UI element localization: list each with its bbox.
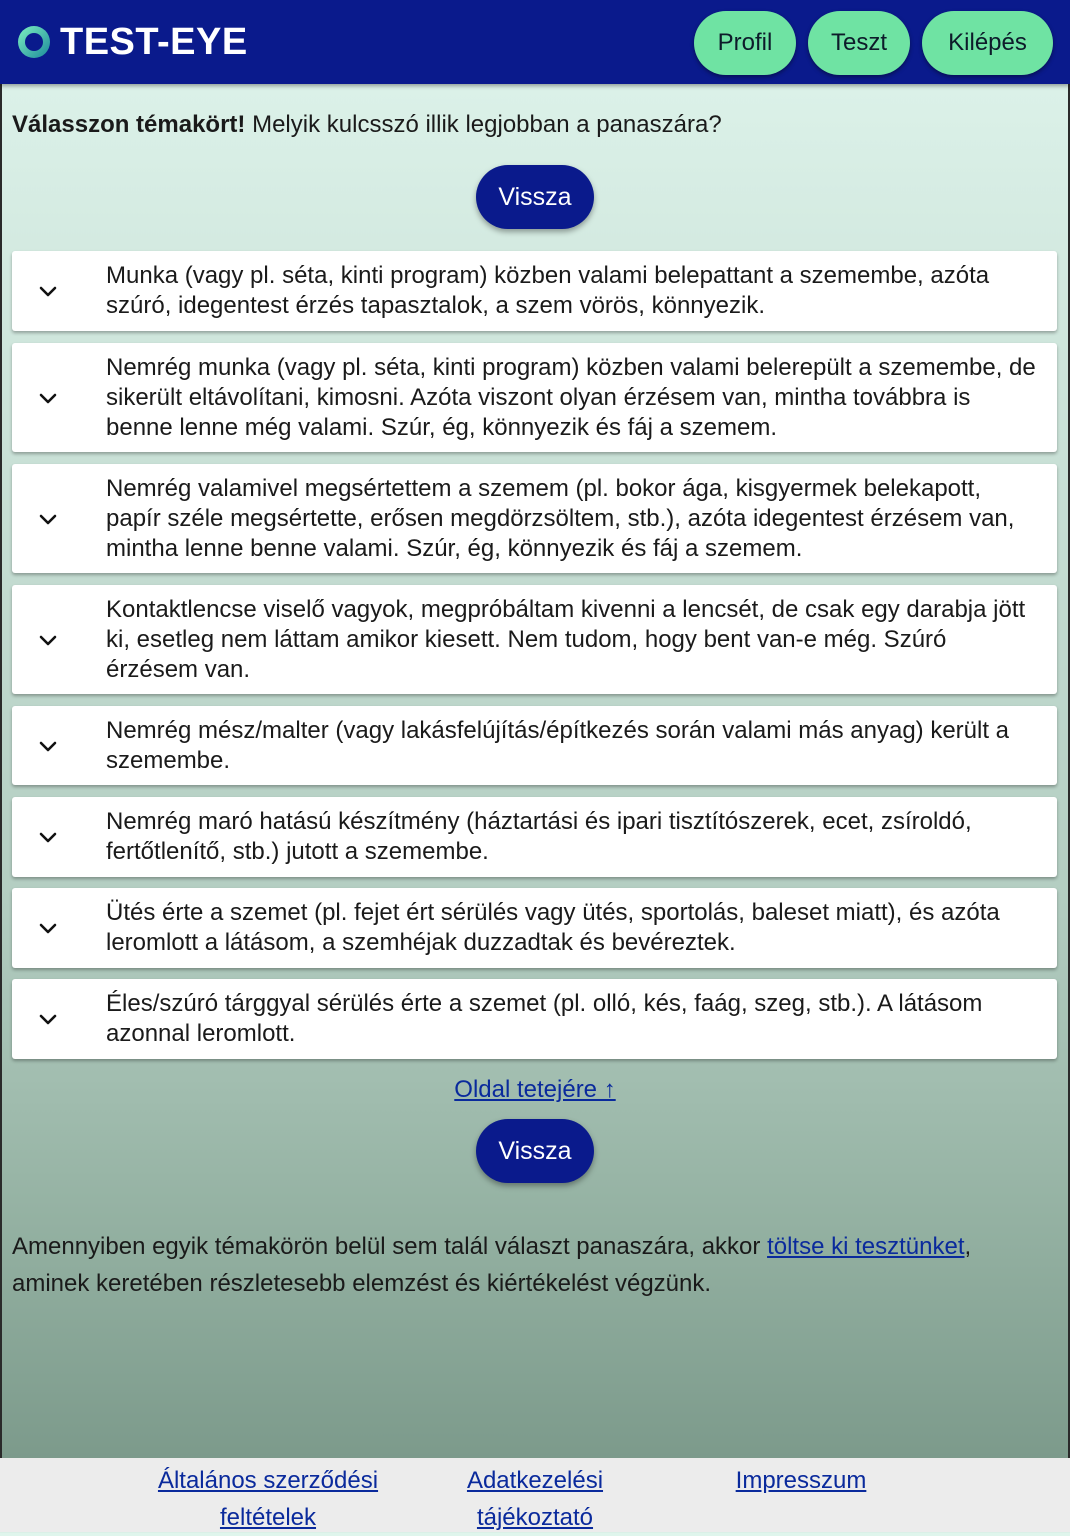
topic-text: Munka (vagy pl. séta, kinti program) közben valami belepattant a szemembe, azóta szúró, idegentest érzés tapasztalok, a szem vörös, könnyezik.	[106, 262, 990, 319]
topic-item[interactable]	[12, 343, 1057, 452]
chevron-down-icon	[38, 739, 58, 753]
instruction-question: Melyik kulcsszó illik legjobban a panaszára?	[245, 111, 722, 138]
chevron-down-icon	[38, 1012, 58, 1026]
chevron-down-icon	[38, 512, 58, 526]
back-button-top[interactable]: Vissza	[476, 165, 594, 229]
back-to-top-container	[0, 1074, 1070, 1106]
terms-link[interactable]: Általános szerződési feltételek	[157, 1467, 379, 1531]
privacy-link[interactable]: Adatkezelési tájékoztató	[466, 1467, 604, 1531]
test-button[interactable]: Teszt	[808, 11, 910, 75]
topic-item[interactable]	[12, 706, 1057, 785]
logo[interactable]	[16, 22, 248, 62]
take-test-link[interactable]: töltse ki tesztünket	[767, 1233, 965, 1260]
topic-item[interactable]	[12, 464, 1057, 573]
topic-item[interactable]	[12, 888, 1057, 968]
topic-text: Nemrég munka (vagy pl. séta, kinti program) közben valami belerepült a szemembe, de sikerült eltávolítani, kimosni. Azóta viszont olyan érzésem van, mintha továbbra is benne lenne még valami. Szúr, ég, könnyezik és fáj a szemem.	[106, 353, 1036, 441]
chevron-down-icon	[38, 921, 58, 935]
chevron-down-icon	[38, 284, 58, 298]
imprint-link[interactable]: Impresszum	[735, 1467, 867, 1494]
topic-text: Nemrég maró hatású készítmény (háztartási és ipari tisztítószerek, ecet, zsíroldó, fertőtlenítő, stb.) jutott a szemembe.	[106, 808, 972, 865]
footer	[0, 1458, 1070, 1532]
logout-button[interactable]: Kilépés	[922, 11, 1053, 75]
eye-logo-icon	[16, 24, 52, 60]
chevron-down-icon	[38, 391, 58, 405]
instruction-text	[12, 108, 722, 142]
profile-button[interactable]: Profil	[694, 11, 796, 75]
footer-note	[12, 1228, 1052, 1302]
topic-item[interactable]	[12, 585, 1057, 694]
topic-text: Éles/szúró tárggyal sérülés érte a szemet (pl. olló, kés, faág, szeg, stb.). A látásom azonnal leromlott.	[106, 990, 983, 1047]
top-bar	[0, 0, 1070, 84]
topic-text: Kontaktlencse viselő vagyok, megpróbáltam kivenni a lencsét, de csak egy darabja jött ki, esetleg nem láttam amikor kiesett. Nem tudom, hogy bent van-e még. Szúró érzésem van.	[106, 595, 1026, 683]
back-button-bottom[interactable]: Vissza	[476, 1119, 594, 1183]
topic-text: Nemrég valamivel megsértettem a szemem (pl. bokor ága, kisgyermek belekapott, papír széle megsértette, erősen megdörzsöltem, stb.), azóta idegentest érzésem van, mintha lenne benne valami. Szúr, ég, könnyezik és fáj a szemem.	[106, 474, 1015, 562]
topic-text: Nemrég mész/malter (vagy lakásfelújítás/építkezés során valami más anyag) került a szemembe.	[106, 716, 1010, 774]
back-to-top-link[interactable]: Oldal tetejére ↑	[454, 1076, 616, 1103]
topic-item[interactable]	[12, 797, 1057, 877]
instruction-heading: Válasszon témakört!	[12, 111, 246, 138]
footer-note-text: Amennyiben egyik témakörön belül sem talál választ panaszára, akkor	[12, 1233, 768, 1260]
topic-item[interactable]	[12, 979, 1057, 1059]
topic-item[interactable]	[12, 251, 1057, 331]
topic-text: Ütés érte a szemet (pl. fejet ért sérülés vagy ütés, sportolás, baleset miatt), és azóta leromlott a látásom, a szemhéjak duzzadtak és bevéreztek.	[106, 899, 1000, 956]
chevron-down-icon	[38, 830, 58, 844]
chevron-down-icon	[38, 633, 58, 647]
app-name: TEST-EYE	[60, 21, 248, 63]
footer-note-text-end: , aminek keretében részletesebb elemzést és kiértékelést végzünk.	[12, 1233, 972, 1297]
